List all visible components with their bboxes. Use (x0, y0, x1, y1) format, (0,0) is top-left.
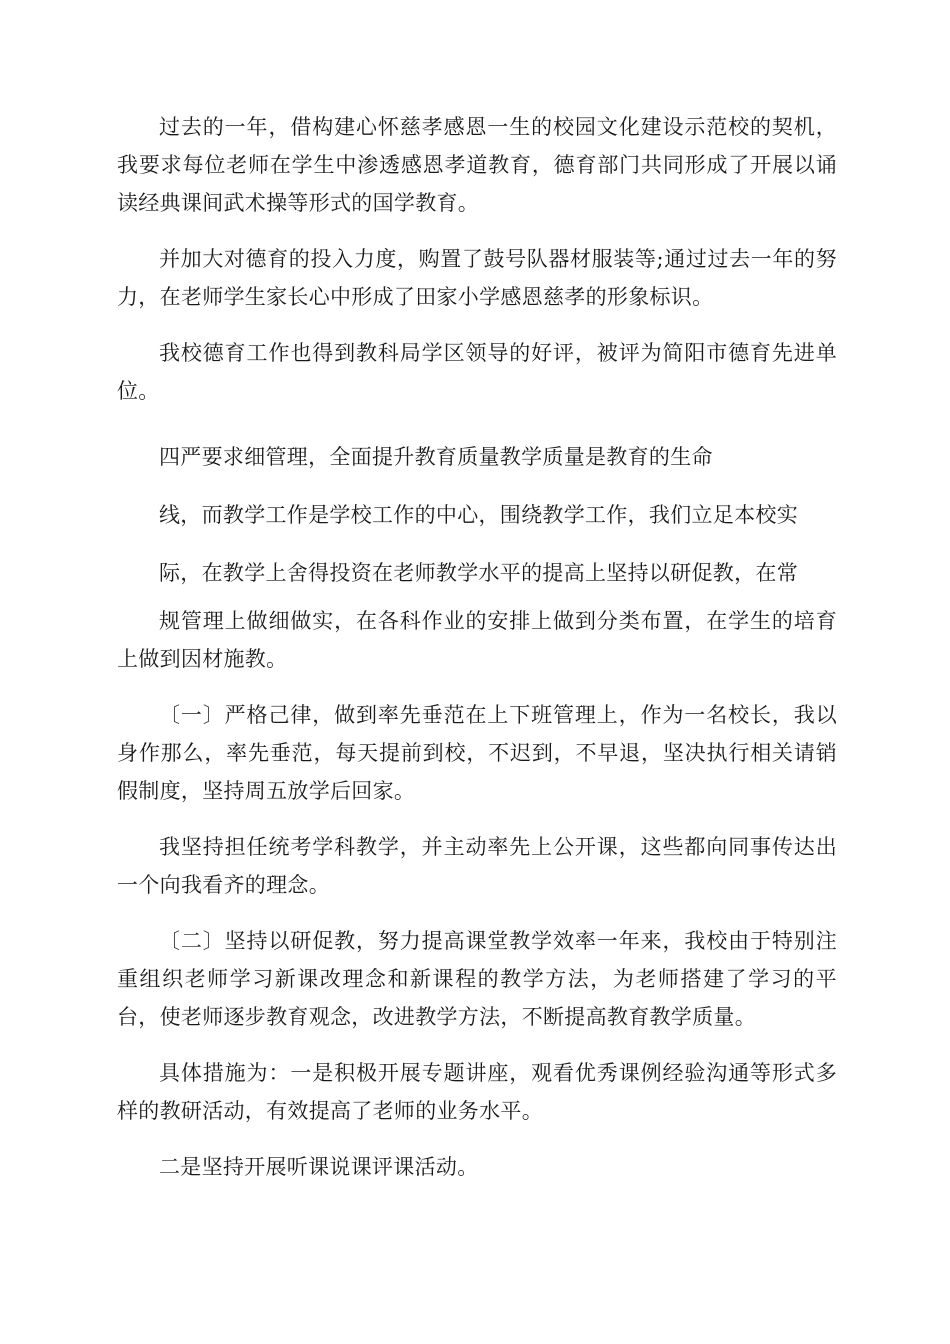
paragraph-1: 过去的一年，借构建心怀慈孝感恩一生的校园文化建设示范校的契机，我要求每位老师在学生中渗透感恩孝道教育，德育部门共同形成了开展以诵读经典课间武术操等形式的国学教育。 (117, 115, 837, 215)
paragraph-2: 并加大对德育的投入力度，购置了鼓号队器材服装等;通过过去一年的努力，在老师学生家长心中形成了田家小学感恩慈孝的形象标识。 (117, 247, 837, 309)
paragraph-12: 二是坚持开展听课说课评课活动。 (159, 1155, 479, 1179)
paragraph-3: 我校德育工作也得到教科局学区领导的好评，被评为简阳市德育先进单位。 (117, 341, 837, 403)
paragraph-7: 规管理上做细做实，在各科作业的安排上做到分类布置，在学生的培育上做到因材施教。 (117, 609, 837, 671)
paragraph-4: 四严要求细管理，全面提升教育质量教学质量是教育的生命 (159, 445, 713, 469)
paragraph-8: 〔一〕严格己律，做到率先垂范在上下班管理上，作为一名校长，我以身作那么，率先垂范，每天提前到校，不迟到，不早退，坚决执行相关请销假制度，坚持周五放学后回家。 (117, 703, 837, 803)
paragraph-6: 际，在教学上舍得投资在老师教学水平的提高上坚持以研促教，在常 (159, 561, 798, 585)
document-page (117, 108, 837, 1204)
paragraph-5: 线，而教学工作是学校工作的中心，围绕教学工作，我们立足本校实 (159, 503, 798, 527)
paragraph-9: 我坚持担任统考学科教学，并主动率先上公开课，这些都向同事传达出一个向我看齐的理念。 (117, 835, 837, 897)
paragraph-10: 〔二〕坚持以研促教，努力提高课堂教学效率一年来，我校由于特别注重组织老师学习新课改理念和新课程的教学方法，为老师搭建了学习的平台，使老师逐步教育观念，改进教学方法，不断提高教育教学质量。 (117, 929, 837, 1029)
paragraph-11: 具体措施为：一是积极开展专题讲座，观看优秀课例经验沟通等形式多样的教研活动，有效提高了老师的业务水平。 (117, 1061, 837, 1123)
